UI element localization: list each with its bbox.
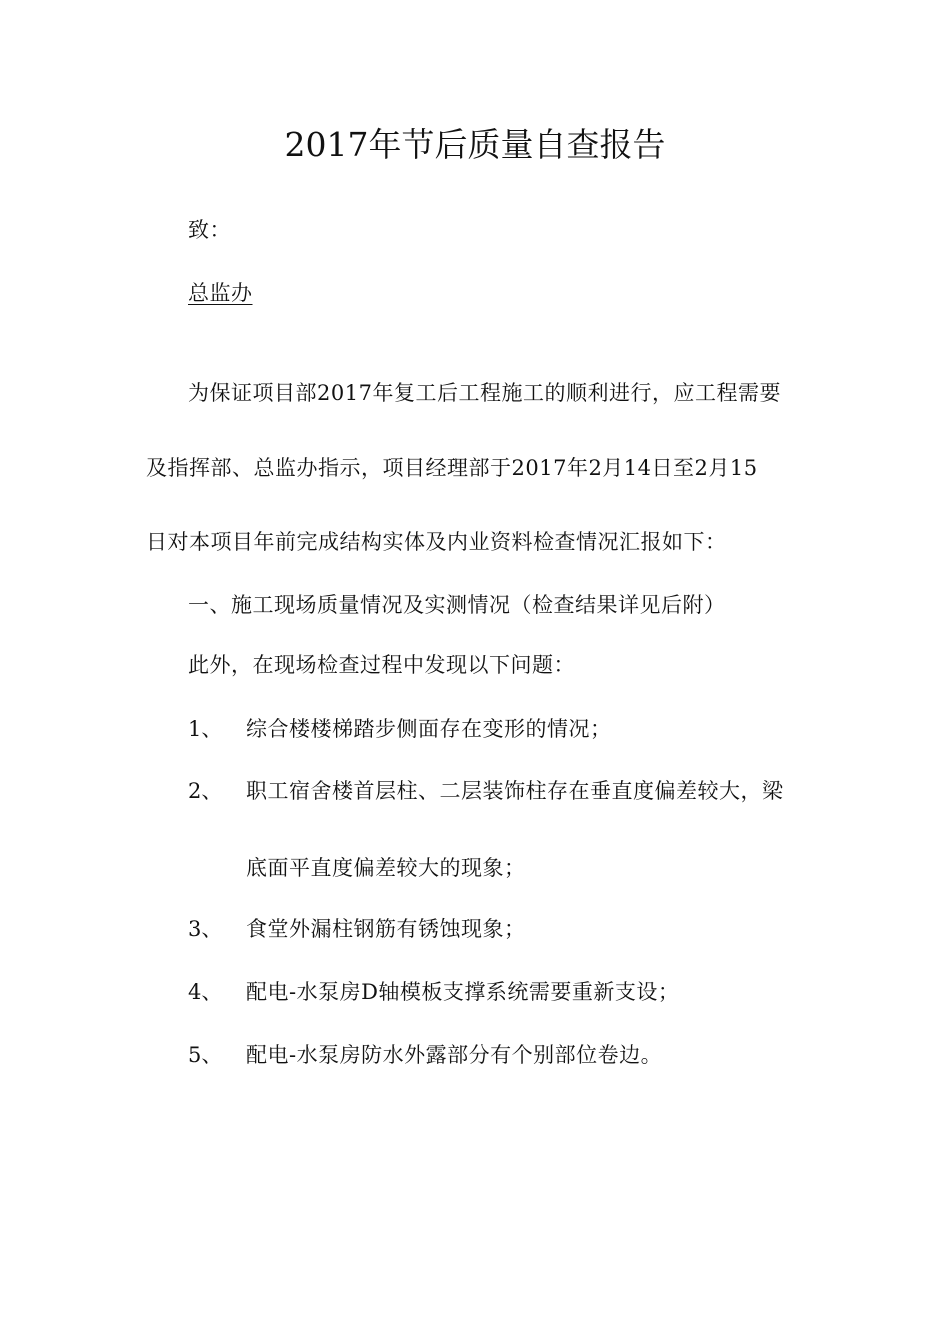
list-item-number: 3、 [188,917,223,941]
list-item-number: 4、 [188,980,223,1004]
list-item-text-continued: 底面平直度偏差较大的现象； [246,856,526,880]
recipient: 总监办 [188,281,253,305]
list-item-text: 配电-水泵房D轴模板支撑系统需要重新支设； [246,980,680,1004]
salutation: 致： [188,218,231,242]
document-title: 2017年节后质量自查报告 [284,125,666,164]
list-item-number: 2、 [188,779,223,803]
list-item-number: 1、 [188,717,223,741]
list-item-text: 职工宿舍楼首层柱、二层装饰柱存在垂直度偏差较大，梁 [246,779,784,803]
intro-line-3: 日对本项目年前完成结构实体及内业资料检查情况汇报如下： [146,530,727,554]
intro-line-1: 为保证项目部2017年复工后工程施工的顺利进行，应工程需要 [188,381,781,405]
list-item-text: 配电-水泵房防水外露部分有个别部位卷边。 [246,1043,663,1067]
issues-intro: 此外，在现场检查过程中发现以下问题： [188,653,575,677]
list-item-text: 综合楼楼梯踏步侧面存在变形的情况； [246,717,612,741]
list-item-text: 食堂外漏柱钢筋有锈蚀现象； [246,917,526,941]
intro-line-2: 及指挥部、总监办指示，项目经理部于2017年2月14日至2月15 [146,456,758,480]
section-heading: 一、施工现场质量情况及实测情况（检查结果详见后附） [188,593,726,617]
list-item-number: 5、 [188,1043,223,1067]
